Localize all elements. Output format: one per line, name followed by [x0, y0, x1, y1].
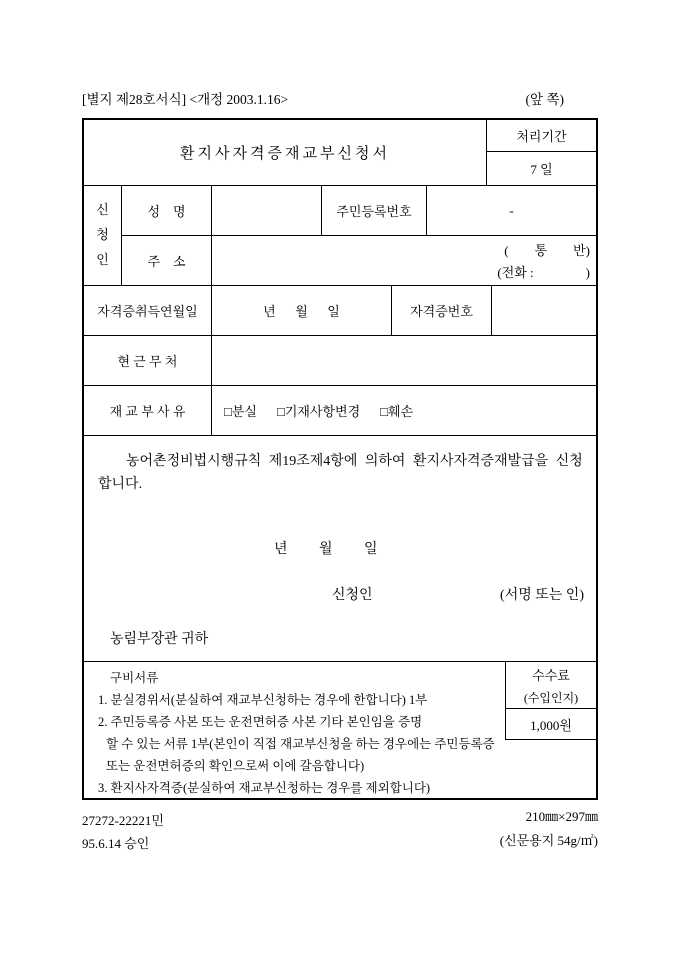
document-item-2: 2. 주민등록증 사본 또는 운전면허증 사본 기타 본인임을 증명 — [98, 715, 423, 729]
form-number: 27272-22221민 — [82, 813, 164, 828]
required-documents-title: 구비서류 — [110, 671, 159, 685]
address-tong-ban-hint: ( 통 반) — [504, 243, 590, 258]
applicant-sign-label: 신청인 — [332, 588, 373, 603]
application-form-table — [82, 118, 598, 800]
processing-period-label: 처리기간 — [487, 120, 596, 152]
required-documents-section — [84, 662, 596, 798]
statement-text: 농어촌정비법시행규칙 제19조제4항에 의하여 환지사자격증재발급을 신청합니다. — [98, 454, 583, 493]
applicant-group-label-text: 신청인 — [96, 202, 109, 267]
address-phone-hint: (전화 : ) — [497, 265, 590, 280]
resident-number-input-cell[interactable]: - — [427, 186, 596, 236]
workplace-label: 현 근 무 처 — [84, 336, 212, 386]
addressee-line: 농림부장관 귀하 — [110, 632, 209, 647]
paper-spec: (신문용지 54g/㎡) — [499, 833, 598, 848]
workplace-input-cell[interactable] — [212, 336, 596, 386]
address-input-cell[interactable] — [212, 236, 596, 286]
declaration-section — [84, 436, 596, 662]
fee-stamp-note: (수입인지) — [523, 690, 579, 705]
name-input-cell[interactable] — [212, 186, 322, 236]
checkbox-option-info-change[interactable]: □기재사항변경 — [276, 404, 361, 419]
reissue-reason-options — [212, 386, 596, 436]
document-item-1: 1. 분실경위서(분실하여 재교부신청하는 경우에 한합니다) 1부 — [98, 693, 428, 707]
applicant-group-label — [84, 186, 122, 286]
form-code-label: [별지 제28호서식] <개정 2003.1.16> — [82, 92, 289, 107]
fee-amount: 1,000원 — [506, 708, 596, 739]
document-item-2-cont-2: 또는 운전면허증의 확인으로써 이에 갈음합니다) — [106, 759, 365, 773]
sign-or-seal-note[interactable]: (서명 또는 인) — [500, 588, 584, 603]
processing-period-value: 7 일 — [487, 152, 596, 186]
page-side-label: (앞 쪽) — [525, 92, 564, 107]
fee-column — [505, 662, 596, 740]
address-label: 주 소 — [122, 236, 212, 286]
checkbox-option-lost[interactable]: □분실 — [224, 404, 257, 419]
required-documents-list — [98, 667, 501, 799]
reissue-reason-label: 재 교 부 사 유 — [84, 386, 212, 436]
approval-date: 95.6.14 승인 — [82, 836, 150, 851]
name-label: 성 명 — [122, 186, 212, 236]
cert-acquired-date-label: 자격증취득연월일 — [84, 286, 212, 336]
signature-row — [332, 584, 584, 604]
fee-label: 수수료 — [532, 667, 570, 683]
resident-number-label: 주민등록번호 — [322, 186, 427, 236]
cert-number-label: 자격증번호 — [392, 286, 492, 336]
form-title: 환지사자격증재교부신청서 — [84, 120, 487, 186]
checkbox-option-damaged[interactable]: □훼손 — [380, 404, 414, 419]
paper-size: 210㎜×297㎜ — [525, 809, 598, 824]
cert-number-input-cell[interactable] — [492, 286, 596, 336]
application-date-line[interactable]: 년 월 일 — [274, 542, 378, 557]
document-item-3: 3. 환지사자격증(분실하여 재교부신청하는 경우를 제외합니다) — [98, 781, 431, 795]
document-item-2-cont-1: 할 수 있는 서류 1부(본인이 직접 재교부신청을 하는 경우에는 주민등록증 — [106, 737, 495, 751]
cert-acquired-date-input-cell[interactable]: 년 월 일 — [212, 286, 392, 336]
